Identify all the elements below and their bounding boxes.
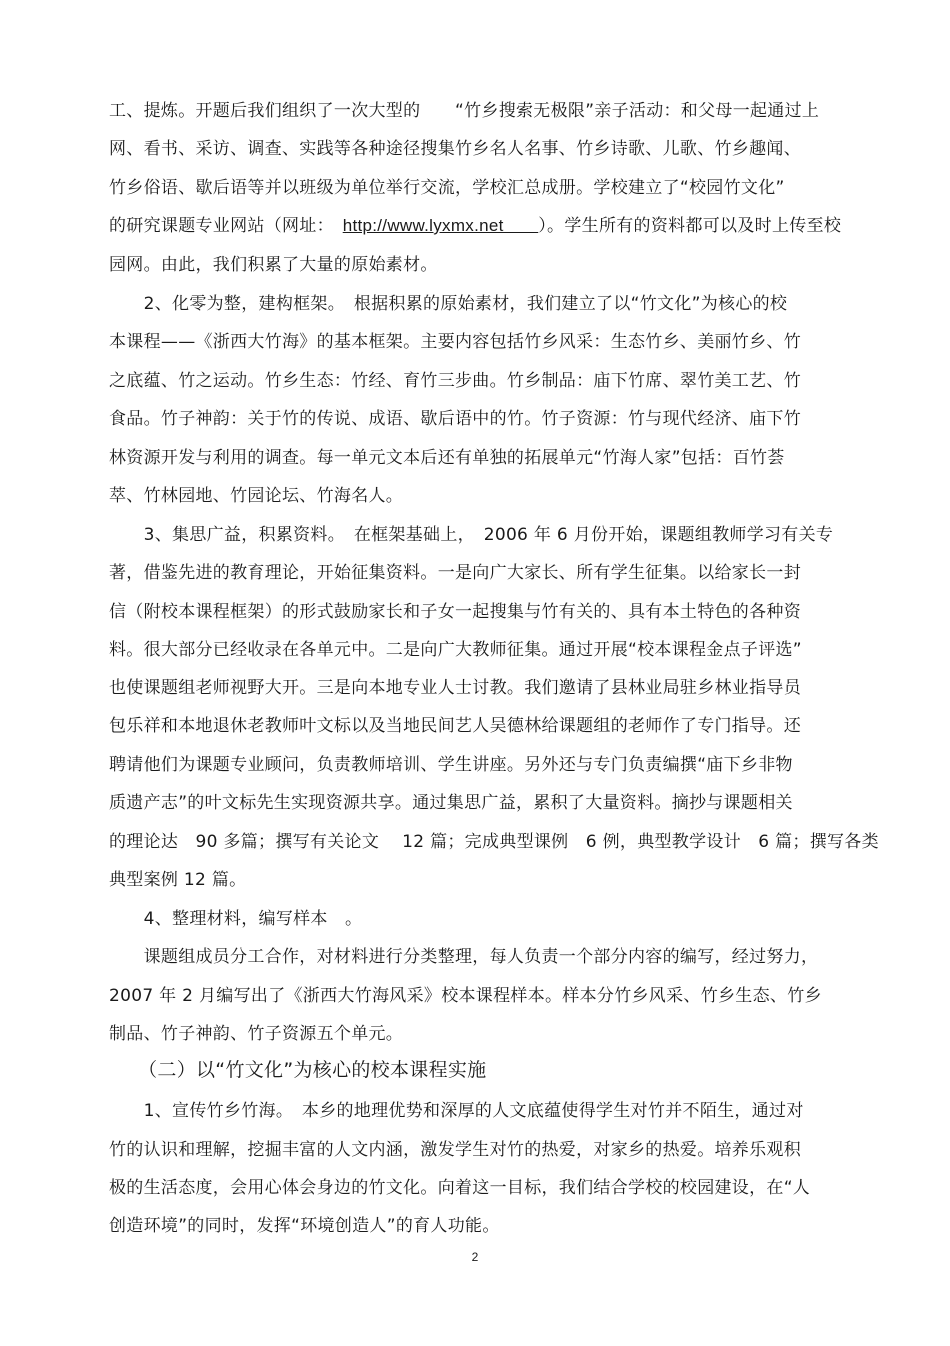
text-line: 料。很大部分已经收录在各单元中。二是向广大教师征集。通过开展“校本课程金点子评选” — [109, 640, 802, 660]
text-line: 本课程——《浙西大竹海》的基本框架。主要内容包括竹乡风采：生态竹乡、美丽竹乡、竹 — [109, 332, 801, 352]
text-line: 4、整理材料，编写样本 。 — [109, 909, 363, 929]
text-line: 网、看书、采访、调查、实践等各种途径搜集竹乡名人名事、竹乡诗歌、儿歌、竹乡趣闻、 — [109, 139, 801, 159]
text-line: 质遗产志”的叶文标先生实现资源共享。通过集思广益，累积了大量资料。摘抄与课题相关 — [109, 793, 793, 813]
text-line: 的理论达 90 多篇；撰写有关论文 12 篇；完成典型课例 6 例，典型教学设计 6 篇；撰写各类 — [109, 832, 879, 852]
text-line: 竹的认识和理解，挖掘丰富的人文内涵，激发学生对竹的热爱，对家乡的热爱。培养乐观积 — [109, 1140, 801, 1160]
text-line: 1、宣传竹乡竹海。 本乡的地理优势和深厚的人文底蕴使得学生对竹并不陌生，通过对 — [109, 1101, 804, 1121]
text-line: 2007 年 2 月编写出了《浙西大竹海风采》校本课程样本。样本分竹乡风采、竹乡生态、竹乡 — [109, 986, 822, 1006]
text-line: 萃、竹林园地、竹园论坛、竹海名人。 — [109, 486, 404, 506]
text-line: 工、提炼。开题后我们组织了一次大型的 “竹乡搜索无极限”亲子活动：和父母一起通过上 — [109, 101, 820, 121]
text-line: 林资源开发与利用的调查。每一单元文本后还有单独的拓展单元“竹海人家”包括：百竹荟 — [109, 448, 785, 468]
text-line: 竹乡俗语、歇后语等并以班级为单位举行交流，学校汇总成册。学校建立了“校园竹文化” — [109, 178, 785, 198]
text-line: 著，借鉴先进的教育理论，开始征集资料。一是向广大家长、所有学生征集。以给家长一封 — [109, 563, 801, 583]
text-segment: ）。学生所有的资料都可以及时上传至校 — [538, 216, 842, 236]
text-line: 2、化零为整，建构框架。 根据积累的原始素材，我们建立了以“竹文化”为核心的校 — [109, 294, 788, 314]
website-link[interactable]: http://www.lyxmx.net — [342, 216, 539, 235]
page-number: 2 — [471, 1250, 479, 1264]
text-line: 创造环境”的同时，发挥“环境创造人”的育人功能。 — [109, 1216, 500, 1236]
section-heading: （二）以“竹文化”为核心的校本课程实施 — [109, 1059, 487, 1081]
text-line: 园网。由此，我们积累了大量的原始素材。 — [109, 255, 438, 275]
text-line: 之底蕴、竹之运动。竹乡生态：竹经、育竹三步曲。竹乡制品：庙下竹席、翠竹美工艺、竹 — [109, 371, 801, 391]
text-line: 信（附校本课程框架）的形式鼓励家长和子女一起搜集与竹有关的、具有本土特色的各种资 — [109, 602, 801, 622]
text-line: 3、集思广益，积累资料。 在框架基础上， 2006 年 6 月份开始，课题组教师学习有关专 — [109, 525, 834, 545]
text-line: 食品。竹子神韵：关于竹的传说、成语、歇后语中的竹。竹子资源：竹与现代经济、庙下竹 — [109, 409, 801, 429]
text-line: 典型案例 12 篇。 — [109, 870, 247, 890]
text-line: 包乐祥和本地退休老教师叶文标以及当地民间艺人吴德林给课题组的老师作了专门指导。还 — [109, 716, 801, 736]
text-line: 课题组成员分工合作，对材料进行分类整理，每人负责一个部分内容的编写，经过努力， — [109, 947, 819, 967]
text-line: 制品、竹子神韵、竹子资源五个单元。 — [109, 1024, 404, 1044]
text-line: 极的生活态度，会用心体会身边的竹文化。向着这一目标，我们结合学校的校园建设，在“人 — [109, 1178, 811, 1198]
text-line: 聘请他们为课题专业顾问，负责教师培训、学生讲座。另外还与专门负责编撰“庙下乡非物 — [109, 755, 793, 775]
text-line: 也使课题组老师视野大开。三是向本地专业人士讨教。我们邀请了县林业局驻乡林业指导员 — [109, 678, 801, 698]
text-line-with-url — [109, 214, 841, 238]
text-segment: 的研究课题专业网站（网址： — [109, 216, 343, 236]
